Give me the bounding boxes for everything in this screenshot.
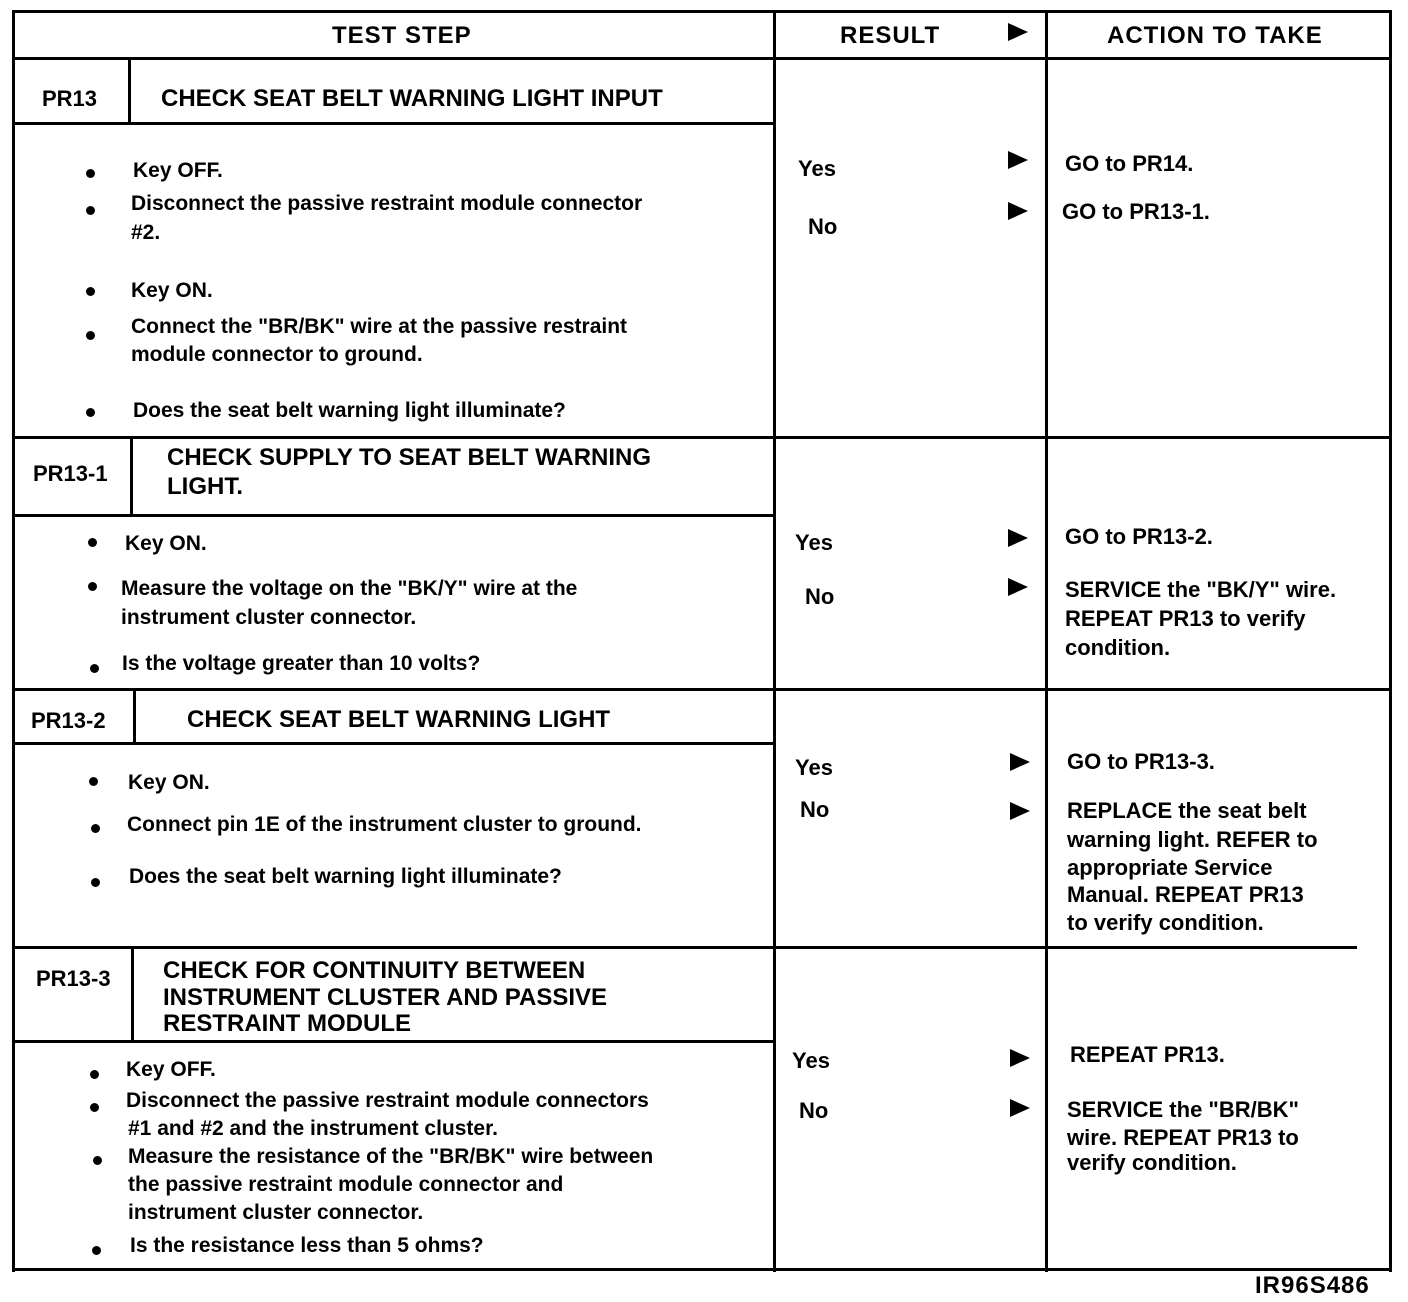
table-border-left xyxy=(12,10,15,1272)
step-item: Connect the "BR/BK" wire at the passive restraint xyxy=(131,315,628,338)
bullet-icon xyxy=(86,169,95,178)
action-no-cont: warning light. REFER to xyxy=(1067,827,1318,852)
arrow-icon xyxy=(1008,578,1028,596)
step-code: PR13-1 xyxy=(33,461,108,486)
row-divider-1 xyxy=(12,436,1392,439)
action-yes: GO to PR13-2. xyxy=(1065,524,1213,549)
action-no: SERVICE the "BK/Y" wire. xyxy=(1065,577,1337,602)
row-divider-2 xyxy=(12,688,1392,691)
step-code: PR13-2 xyxy=(31,708,106,733)
row-divider-3 xyxy=(12,946,1357,949)
result-no: No xyxy=(799,1098,829,1123)
step-item: Is the voltage greater than 10 volts? xyxy=(122,652,481,675)
header-action: ACTION TO TAKE xyxy=(1107,22,1323,49)
table-border-right xyxy=(1389,10,1392,1272)
header-divider xyxy=(12,57,1392,60)
step-item: Does the seat belt warning light illuminate? xyxy=(129,865,562,888)
bullet-icon xyxy=(92,1246,101,1255)
header-test-step: TEST STEP xyxy=(332,22,472,49)
step-item: Measure the voltage on the "BK/Y" wire at the xyxy=(121,577,578,600)
arrow-icon xyxy=(1008,202,1028,220)
figure-id: IR96S486 xyxy=(1255,1272,1370,1299)
action-no: SERVICE the "BR/BK" xyxy=(1067,1097,1299,1122)
step-item-cont: instrument cluster connector. xyxy=(128,1201,424,1224)
pr13-2-code-divider xyxy=(133,691,136,744)
step-item-cont: #1 and #2 and the instrument cluster. xyxy=(128,1117,498,1140)
step-title: CHECK FOR CONTINUITY BETWEEN xyxy=(163,957,586,984)
pr13-2-title-underline xyxy=(12,742,774,745)
bullet-icon xyxy=(91,878,100,887)
step-item: Measure the resistance of the "BR/BK" wire between xyxy=(128,1145,654,1168)
step-item: Key OFF. xyxy=(126,1058,216,1081)
arrow-icon xyxy=(1010,1049,1030,1067)
arrow-icon xyxy=(1008,529,1028,547)
arrow-icon xyxy=(1008,151,1028,169)
step-title: CHECK SEAT BELT WARNING LIGHT INPUT xyxy=(161,85,663,112)
action-no-cont: Manual. REPEAT PR13 xyxy=(1067,882,1304,907)
result-no: No xyxy=(808,214,838,239)
action-yes: REPEAT PR13. xyxy=(1070,1042,1225,1067)
step-item: Connect pin 1E of the instrument cluster to ground. xyxy=(127,813,642,836)
bullet-icon xyxy=(89,777,98,786)
pr13-code-divider xyxy=(128,60,131,124)
step-item-cont: the passive restraint module connector and xyxy=(128,1173,564,1196)
action-no-cont: to verify condition. xyxy=(1067,910,1264,935)
step-title-cont: INSTRUMENT CLUSTER AND PASSIVE xyxy=(163,984,608,1011)
arrow-icon xyxy=(1010,753,1030,771)
action-yes: GO to PR14. xyxy=(1065,151,1194,176)
step-title: CHECK SEAT BELT WARNING LIGHT xyxy=(187,706,611,733)
bullet-icon xyxy=(86,206,95,215)
pr13-1-title-underline xyxy=(12,514,774,517)
action-no-cont: appropriate Service xyxy=(1067,855,1273,880)
pr13-1-code-divider xyxy=(130,439,133,516)
pr13-3-code-divider xyxy=(131,949,134,1042)
header-arrow-icon xyxy=(1008,23,1028,41)
pr13-title-underline xyxy=(12,122,774,125)
step-item: Key ON. xyxy=(128,771,210,794)
result-yes: Yes xyxy=(798,156,836,181)
action-yes: GO to PR13-3. xyxy=(1067,749,1215,774)
step-item: Key ON. xyxy=(125,532,207,555)
step-title: CHECK SUPPLY TO SEAT BELT WARNING xyxy=(167,444,652,471)
action-no: GO to PR13-1. xyxy=(1062,199,1210,224)
action-no-cont: condition. xyxy=(1065,635,1171,660)
step-item-cont: module connector to ground. xyxy=(131,343,423,366)
bullet-icon xyxy=(93,1156,102,1165)
step-item: Disconnect the passive restraint module connector xyxy=(131,192,643,215)
bullet-icon xyxy=(86,408,95,417)
action-no-cont: REPEAT PR13 to verify xyxy=(1065,606,1306,631)
result-yes: Yes xyxy=(795,530,833,555)
result-no: No xyxy=(805,584,835,609)
step-code: PR13-3 xyxy=(36,966,111,991)
table-border-bottom xyxy=(12,1268,1392,1271)
action-no-cont: verify condition. xyxy=(1067,1150,1237,1175)
column-divider-result xyxy=(773,10,776,1272)
bullet-icon xyxy=(91,824,100,833)
arrow-icon xyxy=(1010,802,1030,820)
column-divider-action xyxy=(1045,10,1048,1272)
step-title-cont: LIGHT. xyxy=(167,473,243,500)
bullet-icon xyxy=(90,1103,99,1112)
result-yes: Yes xyxy=(795,755,833,780)
arrow-icon xyxy=(1010,1099,1030,1117)
action-no: REPLACE the seat belt xyxy=(1067,798,1307,823)
header-result: RESULT xyxy=(840,22,941,49)
step-item: Key OFF. xyxy=(133,159,223,182)
bullet-icon xyxy=(90,1070,99,1079)
bullet-icon xyxy=(86,331,95,340)
action-no-cont: wire. REPEAT PR13 to xyxy=(1067,1125,1299,1150)
step-item: Does the seat belt warning light illuminate? xyxy=(133,399,566,422)
step-item: Key ON. xyxy=(131,279,213,302)
step-code: PR13 xyxy=(42,86,98,111)
step-item-cont: #2. xyxy=(131,221,161,244)
bullet-icon xyxy=(86,287,95,296)
step-item: Is the resistance less than 5 ohms? xyxy=(130,1234,484,1257)
result-no: No xyxy=(800,797,830,822)
step-item: Disconnect the passive restraint module connectors xyxy=(126,1089,649,1112)
bullet-icon xyxy=(88,582,97,591)
bullet-icon xyxy=(90,664,99,673)
pr13-3-title-underline xyxy=(12,1040,774,1043)
result-yes: Yes xyxy=(792,1048,830,1073)
bullet-icon xyxy=(88,538,97,547)
table-border-top xyxy=(12,10,1392,13)
step-item-cont: instrument cluster connector. xyxy=(121,606,417,629)
step-title-cont: RESTRAINT MODULE xyxy=(163,1010,411,1037)
